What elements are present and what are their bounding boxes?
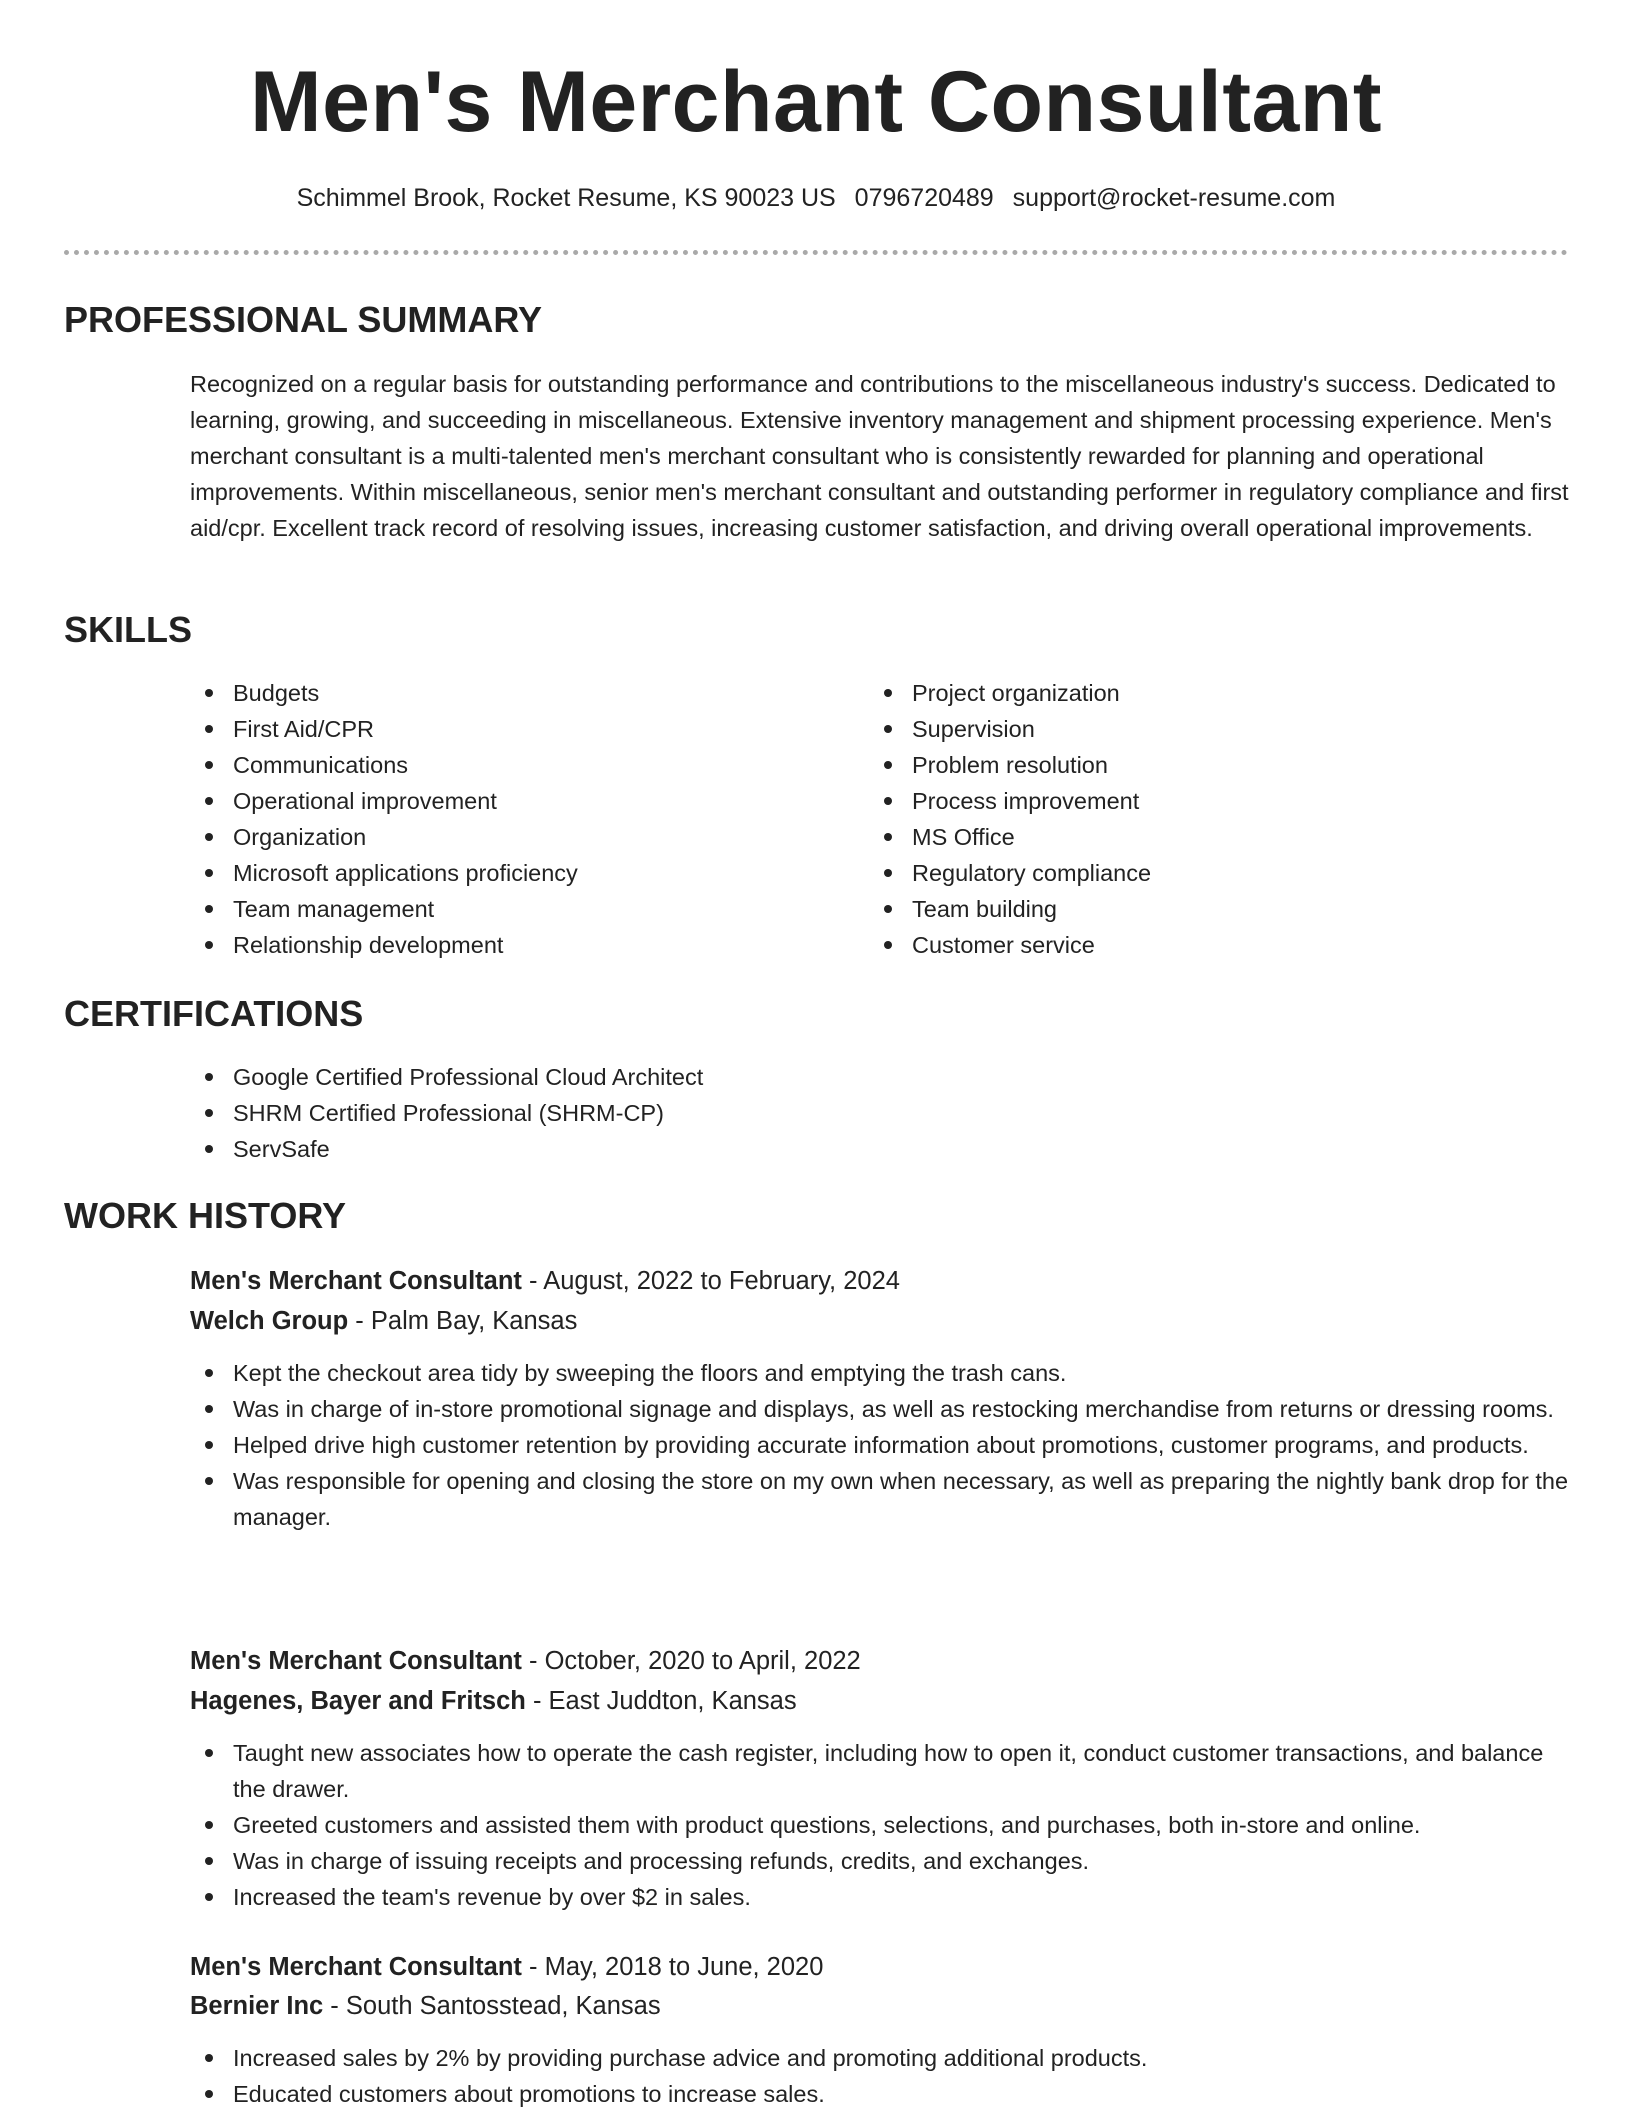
skill-item: Microsoft applications proficiency [190, 855, 830, 891]
section-title-summary: PROFESSIONAL SUMMARY [64, 299, 543, 340]
skill-item: Organization [190, 819, 830, 855]
job-title: Men's Merchant Consultant [190, 1953, 522, 1981]
skills-list-right [869, 675, 1509, 963]
job-title: Men's Merchant Consultant [190, 1267, 522, 1295]
contact-line [0, 180, 1632, 216]
job-bullet: Was in charge of issuing receipts and processing refunds, credits, and exchanges. [190, 1843, 1570, 1879]
skill-item: Relationship development [190, 927, 830, 963]
skill-item: Operational improvement [190, 783, 830, 819]
contact-phone: 0796720489 [854, 184, 994, 212]
job-dates: - August, 2022 to February, 2024 [521, 1267, 900, 1295]
skill-item: MS Office [869, 819, 1509, 855]
job-bullet: Taught new associates how to operate the cash register, including how to open it, conduct customer transactions, and balance the drawer. [190, 1735, 1570, 1807]
job-heading [190, 1262, 900, 1300]
skill-item: Team management [190, 891, 830, 927]
job-heading [190, 1642, 861, 1680]
job-company-line [190, 1302, 577, 1340]
skill-item: Regulatory compliance [869, 855, 1509, 891]
skill-item: Supervision [869, 711, 1509, 747]
job-bullet: Helped drive high customer retention by providing accurate information about promotions, customer programs, and products. [190, 1427, 1570, 1463]
certification-item: ServSafe [190, 1131, 1570, 1167]
header-divider [64, 250, 1568, 255]
skill-item: Budgets [190, 675, 830, 711]
skill-item: First Aid/CPR [190, 711, 830, 747]
job-company: Bernier Inc [190, 1992, 324, 2020]
job-location: - Palm Bay, Kansas [348, 1307, 578, 1335]
job-bullets [190, 1735, 1570, 1915]
job-bullet: Increased sales by 2% by providing purchase advice and promoting additional products. [190, 2040, 1570, 2076]
job-location: - South Santosstead, Kansas [323, 1992, 661, 2020]
skill-item: Team building [869, 891, 1509, 927]
job-bullets [190, 1355, 1570, 1535]
skill-item: Process improvement [869, 783, 1509, 819]
job-location: - East Juddton, Kansas [525, 1687, 797, 1715]
job-bullet: Was responsible for opening and closing the store on my own when necessary, as well as preparing the nightly bank drop for the manager. [190, 1463, 1570, 1535]
resume-name: Men's Merchant Consultant [250, 54, 1382, 150]
job-bullet: Greeted customers and assisted them with product questions, selections, and purchases, both in-store and online. [190, 1807, 1570, 1843]
job-title: Men's Merchant Consultant [190, 1647, 522, 1675]
job-company-line [190, 1682, 797, 1720]
section-title-certifications: CERTIFICATIONS [64, 993, 364, 1034]
certification-item: Google Certified Professional Cloud Architect [190, 1059, 1570, 1095]
certifications-list [190, 1059, 1570, 1167]
job-heading [190, 1948, 823, 1986]
job-company-line [190, 1987, 661, 2025]
job-dates: - October, 2020 to April, 2022 [521, 1647, 861, 1675]
certification-item: SHRM Certified Professional (SHRM-CP) [190, 1095, 1570, 1131]
section-title-work-history: WORK HISTORY [64, 1195, 347, 1236]
skill-item: Problem resolution [869, 747, 1509, 783]
contact-address: Schimmel Brook, Rocket Resume, KS 90023 US [296, 184, 836, 212]
job-bullet: Educated customers about promotions to increase sales. [190, 2076, 1570, 2112]
job-bullet: Was in charge of in-store promotional signage and displays, as well as restocking merchandise from returns or dressing rooms. [190, 1391, 1570, 1427]
skill-item: Customer service [869, 927, 1509, 963]
skill-item: Communications [190, 747, 830, 783]
job-dates: - May, 2018 to June, 2020 [521, 1953, 824, 1981]
job-bullet: Kept the checkout area tidy by sweeping the floors and emptying the trash cans. [190, 1355, 1570, 1391]
summary-text: Recognized on a regular basis for outstanding performance and contributions to the miscellaneous industry's success. Dedicated to learning, growing, and succeeding in miscellaneous. Extensive inventory management and shipment processing experience. Men's merchant consultant is a multi-talented men's merchant consultant who is consistently rewarded for planning and operational improvements. Within miscellaneous, senior men's merchant consultant and outstanding performer in regulatory compliance and first aid/cpr. Excellent track record of resolving issues, increasing customer satisfaction, and driving overall operational improvements. [190, 371, 1569, 541]
job-bullets [190, 2040, 1570, 2112]
job-company: Welch Group [190, 1307, 349, 1335]
skills-list-left [190, 675, 830, 963]
job-company: Hagenes, Bayer and Fritsch [190, 1687, 526, 1715]
contact-email: support@rocket-resume.com [1012, 184, 1336, 212]
job-bullet: Increased the team's revenue by over $2 in sales. [190, 1879, 1570, 1915]
skill-item: Project organization [869, 675, 1509, 711]
section-title-skills: SKILLS [64, 609, 193, 650]
